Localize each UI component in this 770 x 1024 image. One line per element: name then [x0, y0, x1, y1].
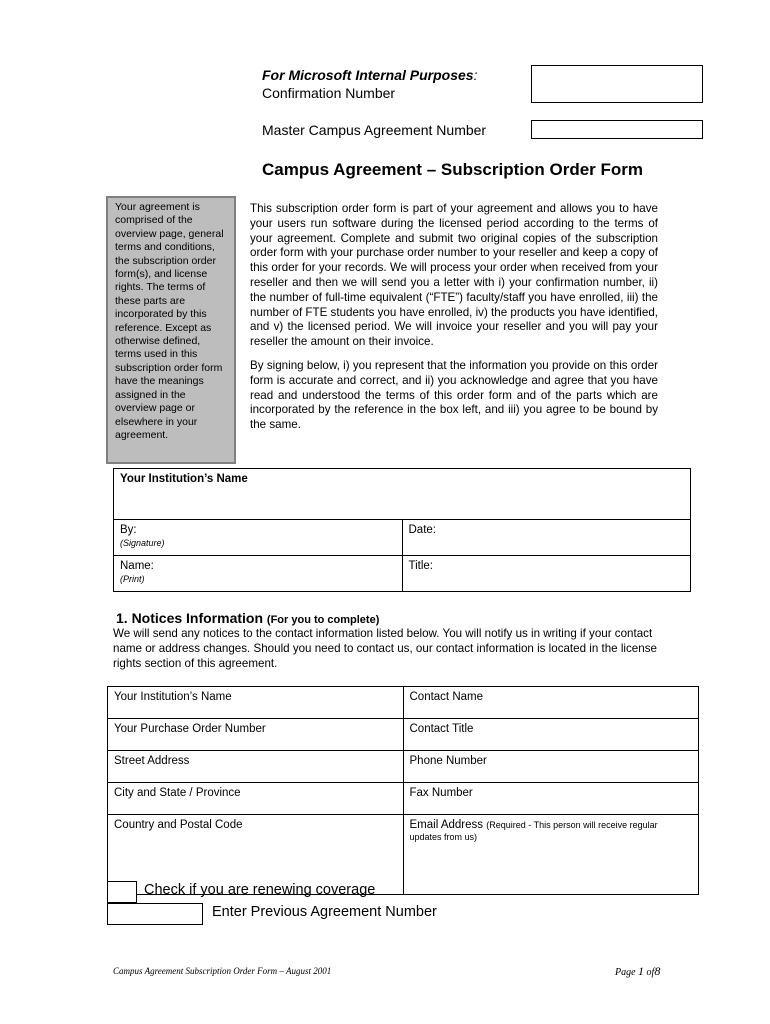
institution-name-field[interactable] [114, 469, 691, 520]
contact-title-cell[interactable] [403, 719, 699, 751]
cell-label: Fax Number [409, 787, 473, 799]
page-current: 1 [638, 964, 645, 978]
signature-table [113, 468, 691, 592]
page-total: 8 [654, 964, 661, 978]
master-agreement-label: Master Campus Agreement Number [262, 122, 487, 138]
signature-note: (Signature) [120, 538, 165, 548]
date-label: Date: [408, 524, 436, 536]
previous-agreement-label: Enter Previous Agreement Number [212, 904, 437, 920]
title-label: Title: [408, 560, 433, 572]
renewal-checkbox[interactable] [107, 881, 137, 903]
previous-agreement-number-field[interactable] [107, 903, 203, 925]
page-title: Campus Agreement – Subscription Order Form [262, 160, 643, 179]
cell-label: Your Purchase Order Number [114, 723, 266, 735]
agreement-note-box [106, 196, 236, 464]
name-label: Name: [120, 560, 154, 572]
print-name-field[interactable] [114, 556, 403, 592]
phone-number-cell[interactable] [403, 751, 699, 783]
agreement-note-text: Your agreement is comprised of the overview page, general terms and conditions, the subscription order form(s), and license rights. The terms of these parts are incorporated by this reference. Except as otherwise defined, terms used in this subscription order form have the meanings assigned in the overview page or elsewhere in your agreement. [115, 201, 224, 441]
table-row [108, 687, 699, 719]
intro-paragraph-2: By signing below, i) you represent that the information you provide on this order form is accurate and correct, and ii) you acknowledge and agree that you have read and understood the terms of this order form and of the parts which are incorporated by the reference in the box left, and iii) you agree to be bound by the same. [250, 358, 658, 432]
internal-purposes-label: For Microsoft Internal Purposes [262, 67, 474, 83]
cell-label: Contact Title [409, 723, 474, 735]
page-word: Page [615, 967, 636, 978]
street-address-cell[interactable] [108, 751, 404, 783]
cell-label: Your Institution’s Name [114, 691, 232, 703]
footer-form-title: Campus Agreement Subscription Order Form – August 2001 [113, 966, 332, 976]
table-row [108, 751, 699, 783]
notices-heading-text: 1. Notices Information [116, 610, 264, 626]
intro-text [250, 202, 658, 442]
confirmation-number-field[interactable] [531, 65, 703, 103]
of-word: of [646, 967, 655, 978]
internal-purposes-header [262, 66, 477, 102]
city-state-cell[interactable] [108, 783, 404, 815]
cell-label: Contact Name [409, 691, 484, 703]
signature-field[interactable] [114, 520, 403, 556]
intro-paragraph-1: This subscription order form is part of your agreement and allows you to have your users run software during the licensed period according to the terms of your agreement. Complete and submit two original copies of the subscription order form with your purchase order number to your reseller and keep a copy of this order for your records. We will process your order when received from your reseller and then we will send you a letter with i) your confirmation number, ii) the number of full-time equivalent (“FTE”) faculty/staff you have enrolled, iii) the number of FTE students you have enrolled, iv) the products you have identified, and v) the licensed period. We will invoice your reseller and you will pay your reseller the amount on their invoice. [250, 202, 658, 349]
cell-label: Country and Postal Code [114, 819, 243, 831]
print-note: (Print) [120, 574, 145, 584]
colon: : [473, 67, 478, 83]
institution-name-label: Your Institution’s Name [120, 473, 248, 485]
email-note: (Required - This person will receive regular updates from us) [409, 820, 658, 842]
date-field[interactable] [402, 520, 691, 556]
cell-label: Phone Number [409, 755, 487, 767]
cell-label: City and State / Province [114, 787, 241, 799]
cell-label: Street Address [114, 755, 190, 767]
by-label: By: [120, 524, 137, 536]
institution-name-cell[interactable] [108, 687, 404, 719]
master-agreement-number-field[interactable] [531, 120, 703, 139]
fax-number-cell[interactable] [403, 783, 699, 815]
table-row [108, 783, 699, 815]
renewal-checkbox-label: Check if you are renewing coverage [144, 882, 376, 898]
notices-body: We will send any notices to the contact information listed below. You will notify us in writing if your contact name or address changes. Should you need to contact us, our contact information is located in the license rights section of this agreement. [113, 627, 657, 670]
email-address-cell[interactable] [403, 815, 699, 895]
notices-heading [116, 610, 379, 626]
notices-heading-note: (For you to complete) [266, 614, 380, 626]
confirmation-number-label: Confirmation Number [262, 85, 396, 101]
table-row [108, 719, 699, 751]
contact-name-cell[interactable] [403, 687, 699, 719]
contact-info-table [107, 686, 699, 895]
page-number [615, 964, 660, 979]
cell-label: Email Address [409, 819, 484, 831]
title-field[interactable] [402, 556, 691, 592]
purchase-order-cell[interactable] [108, 719, 404, 751]
